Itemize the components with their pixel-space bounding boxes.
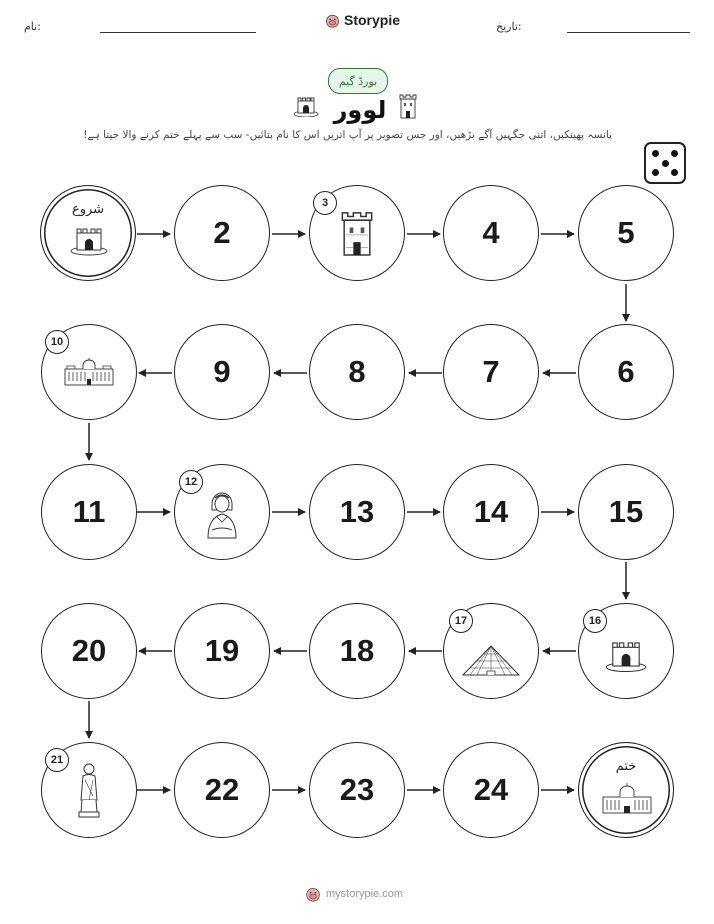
board-space[interactable]: [41, 603, 137, 699]
board-space[interactable]: [174, 742, 270, 838]
space-number-badge: 21: [45, 748, 69, 772]
space-number: 11: [72, 494, 106, 529]
space-number-badge: 3: [313, 191, 337, 215]
castle-icon: [69, 224, 109, 256]
date-label: تاریخ:: [496, 20, 522, 33]
space-number: 14: [473, 494, 509, 529]
finish-label: ختم: [615, 759, 637, 774]
board-space[interactable]: [578, 464, 674, 560]
space-number: 6: [617, 354, 635, 389]
board-space[interactable]: [174, 324, 270, 420]
space-number: 8: [348, 354, 366, 389]
space-number: 4: [482, 215, 500, 250]
space-number-badge: 12: [179, 470, 203, 494]
name-label: نام:: [24, 20, 41, 33]
footer: [305, 886, 403, 902]
space-number-badge: 17: [449, 609, 473, 633]
space-number: 2: [213, 215, 231, 250]
tower-icon: [335, 206, 379, 260]
instructions-text: پانسہ پھینکیں، اتنی جگہیں آگے بڑھیں، اور جس تصویر پر آپ اتریں اس کا نام بتائیں- سب سے پہلے ختم کرنے والا جیتا ہے!: [83, 129, 612, 141]
board-space[interactable]: [309, 324, 405, 420]
statue-icon: [75, 762, 103, 818]
space-number: 24: [473, 772, 509, 807]
board-space[interactable]: [174, 603, 270, 699]
board-space[interactable]: [174, 185, 270, 281]
board-space[interactable]: [443, 742, 539, 838]
space-number: 23: [339, 772, 375, 807]
board-space[interactable]: [578, 185, 674, 281]
space-number: 5: [617, 215, 635, 250]
board-space[interactable]: [309, 464, 405, 560]
footer-site[interactable]: mystorypie.com: [326, 888, 404, 900]
portrait-woman-icon: [202, 484, 242, 540]
finish-space[interactable]: [578, 742, 674, 838]
castle-icon: [604, 637, 648, 673]
start-space[interactable]: [40, 185, 136, 281]
palace-icon: [63, 357, 115, 387]
space-number: 18: [339, 633, 375, 668]
space-number: 13: [339, 494, 375, 529]
space-number: 7: [482, 354, 500, 389]
board-space[interactable]: [443, 185, 539, 281]
space-number: 19: [204, 633, 240, 668]
pig-mascot-icon: [305, 886, 321, 902]
space-number: 9: [213, 354, 231, 389]
glass-pyramid-icon: [461, 643, 521, 677]
board-game-badge: بورڈ گیم: [328, 68, 388, 94]
space-number: 15: [608, 494, 644, 529]
palace-icon: [601, 783, 653, 815]
board-space[interactable]: [309, 742, 405, 838]
space-number-badge: 16: [583, 609, 607, 633]
board-space[interactable]: [578, 324, 674, 420]
start-label: شروع: [71, 202, 105, 217]
board-space[interactable]: [443, 324, 539, 420]
page-title: لوور: [333, 96, 387, 124]
space-number: 20: [71, 633, 107, 668]
board-space[interactable]: [443, 464, 539, 560]
space-number: 22: [204, 772, 240, 807]
board-space[interactable]: [41, 464, 137, 560]
space-number-badge: 10: [45, 330, 69, 354]
brand-name: Storypie: [344, 12, 401, 28]
board-space[interactable]: [309, 603, 405, 699]
